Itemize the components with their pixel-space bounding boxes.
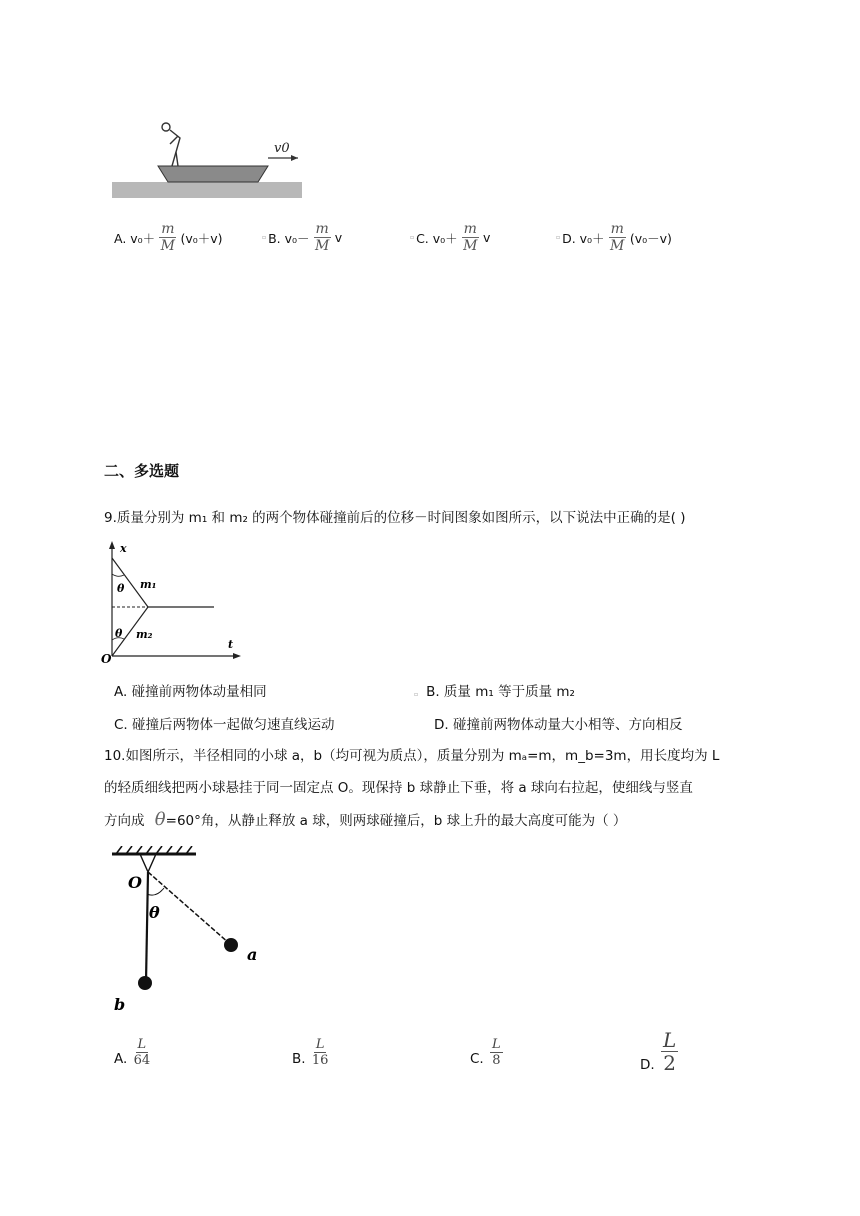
boat-figure: [108, 118, 308, 200]
string-a: [148, 872, 230, 944]
q10-option-c[interactable]: C. $\frac{L}{8}$: [470, 1037, 501, 1068]
q8-option-a[interactable]: A. v₀＋ $\frac{m}{M}$ (v₀＋v): [114, 221, 223, 254]
fraction: $\frac{m}{M}$: [314, 221, 330, 254]
q9-option-c[interactable]: C. 碰撞后两物体一起做匀速直线运动: [114, 717, 335, 733]
svg-text:t: t: [228, 638, 234, 651]
q9-option-d[interactable]: D. 碰撞前两物体动量大小相等、方向相反: [434, 717, 683, 733]
theta-symbol: θ: [154, 809, 166, 830]
ball-b: [138, 976, 152, 990]
boat: [158, 166, 268, 182]
svg-text:m₁: m₁: [140, 578, 157, 591]
q8-option-c[interactable]: ▫ C. v₀＋ $\frac{m}{M}$ v: [410, 221, 491, 254]
xt-graph: [100, 538, 245, 664]
q9-stem: 9.质量分别为 m₁ 和 m₂ 的两个物体碰撞前后的位移－时间图象如图所示，以下说法中正确的是( ): [104, 510, 686, 526]
fraction: $\frac{m}{M}$: [160, 221, 175, 254]
svg-text:x: x: [120, 542, 127, 555]
pendulum-figure: [104, 846, 274, 1016]
q10-stem-line2: 的轻质细线把两小球悬挂于同一固定点 O。现保持 b 球静止下垂，将 a 球向右拉起，使细线与竖直: [104, 780, 693, 796]
q9-option-b[interactable]: ▫ B. 质量 m₁ 等于质量 m₂: [414, 684, 575, 700]
q8-option-b[interactable]: ▫ B. v₀－ $\frac{m}{M}$ v: [262, 221, 343, 254]
q9-option-a[interactable]: A. 碰撞前两物体动量相同: [114, 684, 267, 700]
velocity-label: v0: [274, 141, 290, 156]
svg-text:b: b: [114, 995, 126, 1014]
svg-text:m₂: m₂: [136, 628, 153, 641]
fraction: $\frac{m}{M}$: [610, 221, 625, 254]
q8-option-d[interactable]: ▫ D. v₀＋ $\frac{m}{M}$ (v₀－v): [556, 221, 672, 254]
svg-text:θ: θ: [117, 582, 125, 595]
q10-option-a[interactable]: A. $\frac{L}{64}$: [114, 1037, 151, 1068]
svg-text:θ: θ: [149, 903, 160, 922]
string-b: [146, 872, 148, 982]
svg-text:O: O: [101, 652, 112, 664]
q10-stem-line1: 10.如图所示，半径相同的小球 a，b（均可视为质点），质量分别为 mₐ=m，m_b=3m，用长度均为 L: [104, 748, 720, 764]
q10-stem-line3: 方向成 θ=60°角，从静止释放 a 球，则两球碰撞后，b 球上升的最大高度可能为（ ）: [104, 809, 627, 830]
ball-a: [224, 938, 238, 952]
fraction: $\frac{m}{M}$: [463, 221, 478, 254]
ground: [112, 182, 302, 198]
person-icon: [162, 123, 180, 166]
q10-option-d[interactable]: D. $\frac{L}{2}$: [640, 1028, 677, 1075]
svg-text:O: O: [128, 873, 142, 892]
q10-option-b[interactable]: B. $\frac{L}{16}$: [292, 1037, 329, 1068]
svg-text:a: a: [247, 945, 258, 964]
svg-text:θ: θ: [115, 627, 123, 640]
section-title: 二、多选题: [104, 462, 180, 480]
